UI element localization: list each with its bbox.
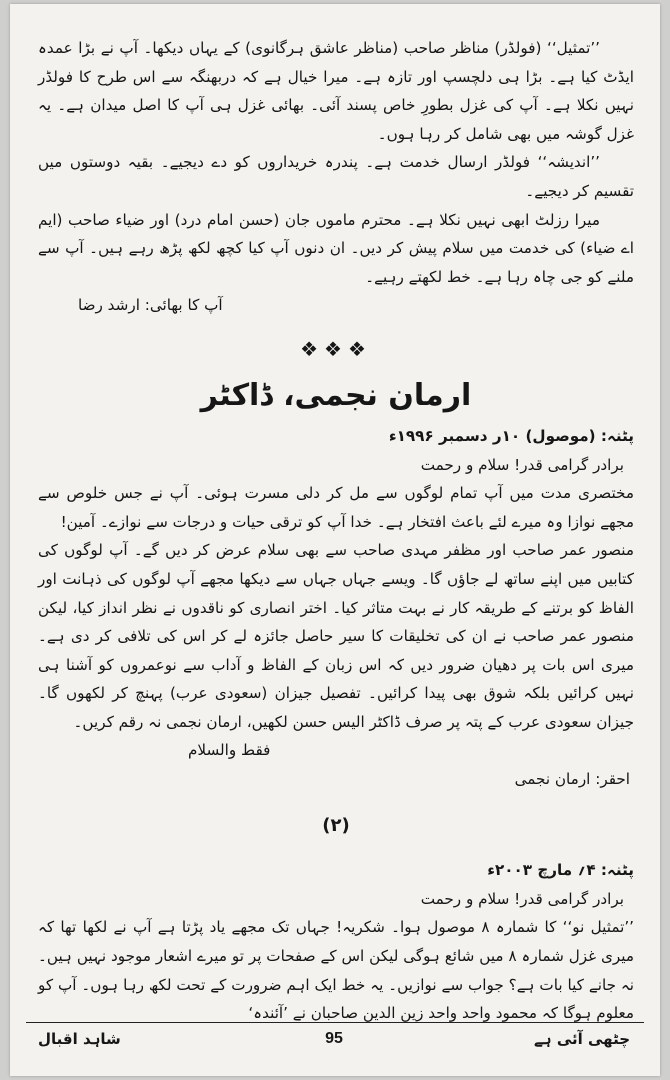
letter2-paragraph-1: مختصری مدت میں آپ تمام لوگوں سے مل کر دلی مسرت ہوئی۔ آپ نے جس خلوص سے مجھے نوازا وہ میرے لئے باعث افتخار ہے۔ خدا آپ کو ترقی حیات و درجات سے نوازے۔ آمین! <box>38 484 634 531</box>
document-page <box>10 4 660 1076</box>
letter2-closing: فقط والسلام <box>188 741 271 760</box>
letter2-salutation: برادر گرامی قدر! سلام و رحمت <box>420 455 624 474</box>
letter1-paragraph-2: ’’اندیشہ‘‘ فولڈر ارسال خدمت ہے۔ پندرہ خریداروں کو دے دیجیے۔ بقیہ دوستوں میں تقسیم کر دیجیے۔ <box>38 153 634 200</box>
letter1-paragraph-1: ’’تمثیل‘‘ (فولڈر) مناظر صاحب (مناظر عاشق ہرگانوی) کے یہاں دیکھا۔ آپ نے بڑا عمدہ ایڈٹ کیا ہے۔ بڑا ہی دلچسپ اور تازہ ہے۔ میرا خیال ہے کہ دربھنگہ سے اس طرح کا فولڈر نہیں نکلا ہے۔ آپ کی غزل بطورِ خاص پسند آئی۔ بھائی غزل ہی آپ کا اصل میدان ہے۔ یہ غزل گوشہ میں بھی شامل کر رہا ہوں۔ <box>38 39 634 143</box>
page-body <box>38 34 634 1028</box>
letter3-dateline: پٹنہ: ۴؍ مارچ ۲۰۰۳ء <box>487 861 634 880</box>
page-number: 95 <box>325 1030 343 1047</box>
footer-author: شاہد اقبال <box>38 1030 121 1048</box>
section-title: ارمان نجمی، ڈاکٹر <box>200 377 472 413</box>
section-separator: ❖❖❖ <box>300 336 372 361</box>
letter3-paragraph-1: ’’تمثیل نو‘‘ کا شمارہ ۸ موصول ہوا۔ شکریہ! جہاں تک مجھے یاد پڑتا ہے آپ نے لکھا تھا کہ میری غزل شمارہ ۸ میں شائع ہوگی لیکن اس کے صفحات پر تو میرے اشعار موجود نہیں ہیں۔ نہ جانے کیا بات ہے؟ جواب سے نوازیں۔ یہ خط ایک اہم ضرورت کے تحت لکھ رہا ہوں۔ آپ کو معلوم ہوگا کہ محمود واحد واحد زین الدین صاحبان نے ’آئندہ‘ <box>38 918 634 1023</box>
letter1-signature: آپ کا بھائی: ارشد رضا <box>78 296 223 315</box>
letter2-dateline: پٹنہ: (موصول) ۱۰ر دسمبر ۱۹۹۶ء <box>388 426 634 445</box>
letter1-paragraph-3: میرا رزلٹ ابھی نہیں نکلا ہے۔ محترم ماموں جان (حسن امام درد) اور ضیاء صاحب (ایم اے ضیاء) کی خدمت میں سلام پیش کر دیں۔ ان دنوں آپ کیا کچھ لکھ پڑھ رہے ہیں۔ آپ سے ملنے کو جی چاہ رہا ہے۔ خط لکھتے رہیے۔ <box>38 210 634 286</box>
footer-rule <box>26 1022 644 1023</box>
footer-book-title: چٹھی آئی ہے <box>534 1030 630 1048</box>
letter2-signature: احقر: ارمان نجمی <box>514 770 630 789</box>
letter2-paragraph-2: منصور عمر صاحب اور مظفر مہدی صاحب سے بھی سلام عرض کر دیں گے۔ آپ لوگوں کی کتابیں میں اپنے ساتھ لے جاؤں گا۔ ویسے جہاں جہاں سے دیکھا مجھے آپ لوگوں کی ذہانت اور الفاظ کو برتنے کے طریقہ کار نے بہت متاثر کیا۔ اختر انصاری کو ناقدوں نے نظر انداز کیا، لیکن منصور عمر صاحب نے ان کی تخلیقات کا سیر حاصل جائزہ لے کر اس کی تلافی کر دی ہے۔ میری اس بات پر دھیان ضرور دیں کہ اس زبان کے الفاظ و آداب سے نوعمروں کو آشنا ہی نہیں کرائیں بلکہ شوق بھی پیدا کرائیں۔ تفصیل جیزان (سعودی عرب) پہنچ کر لکھوں گا۔ جیزان سعودی عرب کے پتہ پر صرف ڈاکٹر الیس حسن لکھیں، ارمان نجمی نہ رقم کریں۔ <box>38 541 634 731</box>
letter3-salutation: برادر گرامی قدر! سلام و رحمت <box>420 889 624 908</box>
page-footer <box>38 1028 630 1058</box>
section-number: (۲) <box>322 814 350 836</box>
